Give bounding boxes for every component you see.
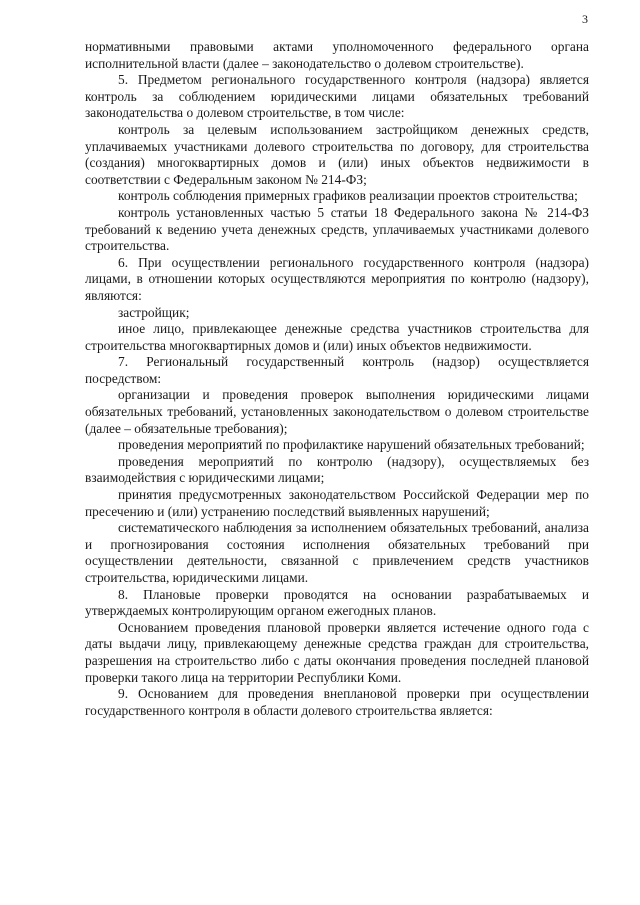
paragraph: нормативными правовыми актами уполномоченного федерального органа исполнительной власти (далее – законодательство о долевом строительстве).: [85, 39, 589, 71]
paragraph: 6. При осуществлении регионального государственного контроля (надзора) лицами, в отношении которых осуществляются мероприятия по контролю (надзору), являются:: [85, 254, 589, 303]
paragraph: систематического наблюдения за исполнением обязательных требований, анализа и прогнозирования состояния исполнения обязательных требований при осуществлении деятельности, связанной с привлечением средств участников строительства, юридическими лицами.: [85, 520, 589, 585]
paragraph: застройщик;: [118, 304, 190, 320]
paragraph: проведения мероприятий по контролю (надзору), осуществляемых без взаимодействия с юридическими лицами;: [85, 453, 589, 486]
page-number: 3: [582, 12, 588, 26]
paragraph: принятия предусмотренных законодательством Российской Федерации мер по пресечению и (или) устранению последствий выявленных нарушений;: [85, 487, 589, 519]
document-body: [85, 39, 589, 719]
paragraph: проведения мероприятий по профилактике нарушений обязательных требований;: [118, 437, 585, 453]
paragraph: 5. Предметом регионального государственного контроля (надзора) является контроль за соблюдением юридическими лицами обязательных требований законодательства о долевом строительстве, в том числе:: [85, 72, 589, 121]
paragraph: контроль за целевым использованием застройщиком денежных средств, уплачиваемых участниками долевого строительства по договору, для строительства (создания) многоквартирных домов и (или) иных объектов недвижимости в соответствии с Федеральным законом № 214-ФЗ;: [85, 121, 589, 187]
paragraph: контроль соблюдения примерных графиков реализации проектов строительства;: [118, 188, 578, 204]
paragraph: контроль установленных частью 5 статьи 18 Федерального закона № 214-ФЗ требований к ведению учета денежных средств, уплачиваемых участниками долевого строительства.: [85, 204, 589, 254]
paragraph: организации и проведения проверок выполнения юридическими лицами обязательных требований, установленных законодательством о долевом строительстве (далее – обязательные требования);: [85, 387, 589, 436]
paragraph: 9. Основанием для проведения внеплановой проверки при осуществлении государственного контроля в области долевого строительства является:: [85, 686, 589, 718]
paragraph: 7. Региональный государственный контроль (надзор) осуществляется посредством:: [85, 354, 589, 386]
paragraph: иное лицо, привлекающее денежные средства участников строительства для строительства многоквартирных домов и (или) иных объектов недвижимости.: [85, 321, 589, 353]
paragraph: 8. Плановые проверки проводятся на основании разрабатываемых и утверждаемых контролирующим органом ежегодных планов.: [85, 586, 589, 619]
paragraph: Основанием проведения плановой проверки является истечение одного года с даты выдачи лицу, привлекающему денежные средства граждан для строительства, разрешения на строительство либо с даты окончания проведения последней плановой проверки такого лица на территории Республики Коми.: [85, 619, 589, 685]
